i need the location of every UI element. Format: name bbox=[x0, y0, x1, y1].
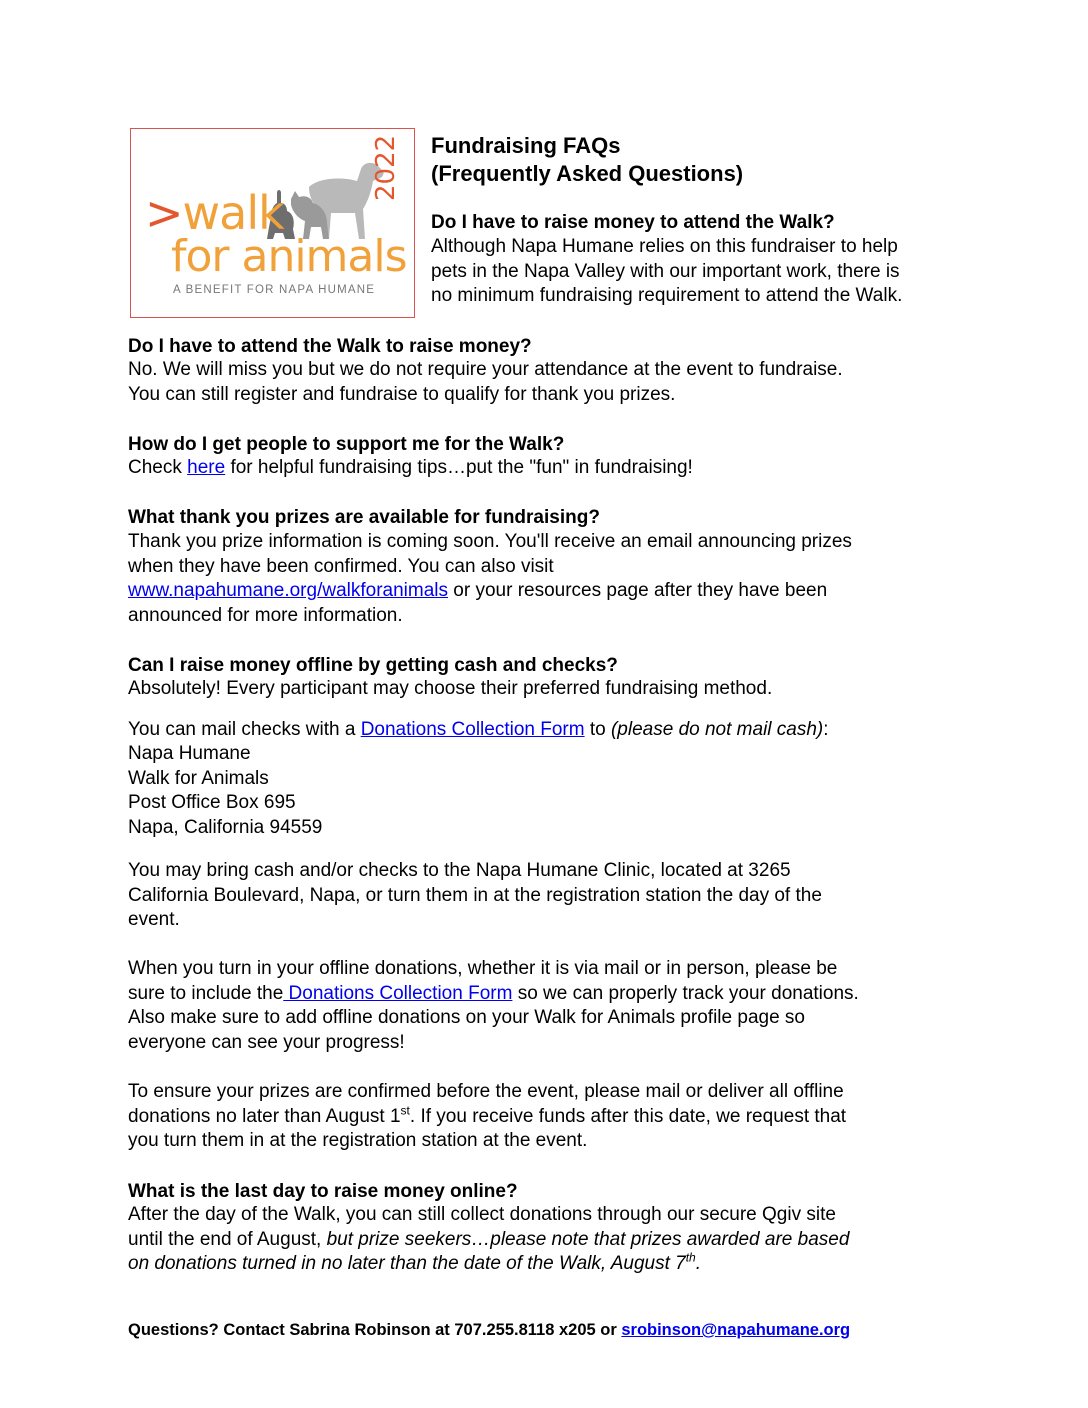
answer-text: for helpful fundraising tips…put the "fun" in fundraising! bbox=[225, 457, 693, 478]
walk-for-animals-logo: >walk for animals 2022 A BENEFIT FOR NAPA HUMANE bbox=[130, 128, 415, 318]
answer-text: or your resources page after they have been bbox=[448, 580, 828, 602]
walkforanimals-website-link[interactable]: www.napahumane.org/walkforanimals bbox=[128, 580, 448, 602]
donations-collection-form-link-2[interactable]: Donations Collection Form bbox=[283, 982, 513, 1004]
answer-text: until the end of August, bbox=[128, 1228, 327, 1250]
contact-email-link[interactable]: srobinson@napahumane.org bbox=[621, 1321, 851, 1339]
answer-line: You can still register and fundraise to qualify for thank you prizes. bbox=[128, 383, 676, 405]
address-line: Walk for Animals bbox=[128, 767, 269, 789]
faq-answer-2 bbox=[128, 358, 843, 407]
faq-question-2: Do I have to attend the Walk to raise money? bbox=[128, 336, 532, 357]
faq-answer-3 bbox=[128, 456, 693, 481]
logo-year: 2022 bbox=[371, 134, 401, 201]
faq-question-1: Do I have to raise money to attend the Walk? bbox=[431, 212, 835, 233]
answer-line: pets in the Napa Valley with our important work, there is bbox=[431, 260, 900, 282]
answer-text: . bbox=[695, 1253, 702, 1275]
answer-line: everyone can see your progress! bbox=[128, 1031, 405, 1053]
faq-answer-6 bbox=[128, 1203, 849, 1277]
footer-text: Questions? Contact Sabrina Robinson at 707.255.8118 x205 or bbox=[128, 1321, 622, 1339]
address-line: Napa Humane bbox=[128, 743, 251, 764]
answer-text: : bbox=[823, 719, 829, 740]
faq-answer-1 bbox=[431, 235, 902, 309]
answer-text: You can mail checks with a bbox=[128, 719, 361, 740]
logo-word-for-animals: for animals bbox=[171, 231, 407, 282]
answer-line: California Boulevard, Napa, or turn them in at the registration station the day of the bbox=[128, 884, 822, 906]
faq-question-5: Can I raise money offline by getting cash and checks? bbox=[128, 655, 618, 676]
faq-question-3: How do I get people to support me for the Walk? bbox=[128, 434, 565, 455]
address-line: Napa, California 94559 bbox=[128, 816, 323, 838]
ordinal-suffix: th bbox=[685, 1250, 696, 1265]
logo-word-walk: walk bbox=[182, 186, 284, 240]
answer-text: donations no later than August 1 bbox=[128, 1105, 401, 1127]
ordinal-suffix: st bbox=[400, 1103, 410, 1118]
answer-line: To ensure your prizes are confirmed before the event, please mail or deliver all offline bbox=[128, 1081, 844, 1102]
logo-tagline: A BENEFIT FOR NAPA HUMANE bbox=[173, 284, 376, 296]
clinic-paragraph bbox=[128, 859, 822, 933]
answer-line: when they have been confirmed. You can also visit bbox=[128, 555, 554, 577]
faq-question-6: What is the last day to raise money online? bbox=[128, 1181, 518, 1202]
donations-collection-form-link[interactable]: Donations Collection Form bbox=[360, 719, 585, 740]
faq-question-4: What thank you prizes are available for fundraising? bbox=[128, 507, 600, 528]
page-title-line2: (Frequently Asked Questions) bbox=[431, 161, 744, 186]
mail-checks-paragraph bbox=[128, 718, 829, 743]
mailing-address bbox=[128, 742, 322, 840]
answer-line: When you turn in your offline donations, whether it is via mail or in person, please be bbox=[128, 958, 838, 979]
faq-answer-4 bbox=[128, 530, 852, 628]
answer-text: so we can properly track your donations. bbox=[512, 982, 859, 1004]
answer-line: Thank you prize information is coming soon. You'll receive an email announcing prizes bbox=[128, 531, 852, 552]
fundraising-tips-link[interactable]: here bbox=[187, 457, 226, 478]
ensure-prizes-paragraph bbox=[128, 1080, 846, 1154]
page-title-line1: Fundraising FAQs bbox=[431, 133, 621, 158]
answer-text: to bbox=[584, 719, 611, 740]
answer-text: Check bbox=[128, 457, 188, 478]
footer-contact bbox=[128, 1321, 850, 1340]
answer-line: no minimum fundraising requirement to attend the Walk. bbox=[431, 285, 903, 307]
turn-in-paragraph bbox=[128, 957, 859, 1055]
answer-line: announced for more information. bbox=[128, 604, 403, 626]
faq-answer-5: Absolutely! Every participant may choose their preferred fundraising method. bbox=[128, 678, 773, 699]
answer-text-italic: but prize seekers…please note that prizes awarded are based bbox=[326, 1228, 850, 1250]
answer-line: you turn them in at the registration station at the event. bbox=[128, 1130, 588, 1152]
answer-text: . If you receive funds after this date, we request that bbox=[409, 1105, 847, 1127]
answer-text-italic: on donations turned in no later than the date of the Walk, August 7 bbox=[128, 1253, 686, 1275]
answer-line: event. bbox=[128, 909, 180, 931]
answer-line: After the day of the Walk, you can still collect donations through our secure Qgiv site bbox=[128, 1204, 836, 1225]
answer-text: sure to include the bbox=[128, 982, 284, 1004]
address-line: Post Office Box 695 bbox=[128, 792, 296, 814]
answer-line: No. We will miss you but we do not require your attendance at the event to fundraise. bbox=[128, 359, 843, 380]
answer-line: You may bring cash and/or checks to the Napa Humane Clinic, located at 3265 bbox=[128, 860, 791, 881]
answer-line: Although Napa Humane relies on this fundraiser to help bbox=[431, 236, 898, 257]
answer-line: Also make sure to add offline donations on your Walk for Animals profile page so bbox=[128, 1007, 805, 1029]
answer-text-italic: (please do not mail cash) bbox=[610, 719, 824, 740]
